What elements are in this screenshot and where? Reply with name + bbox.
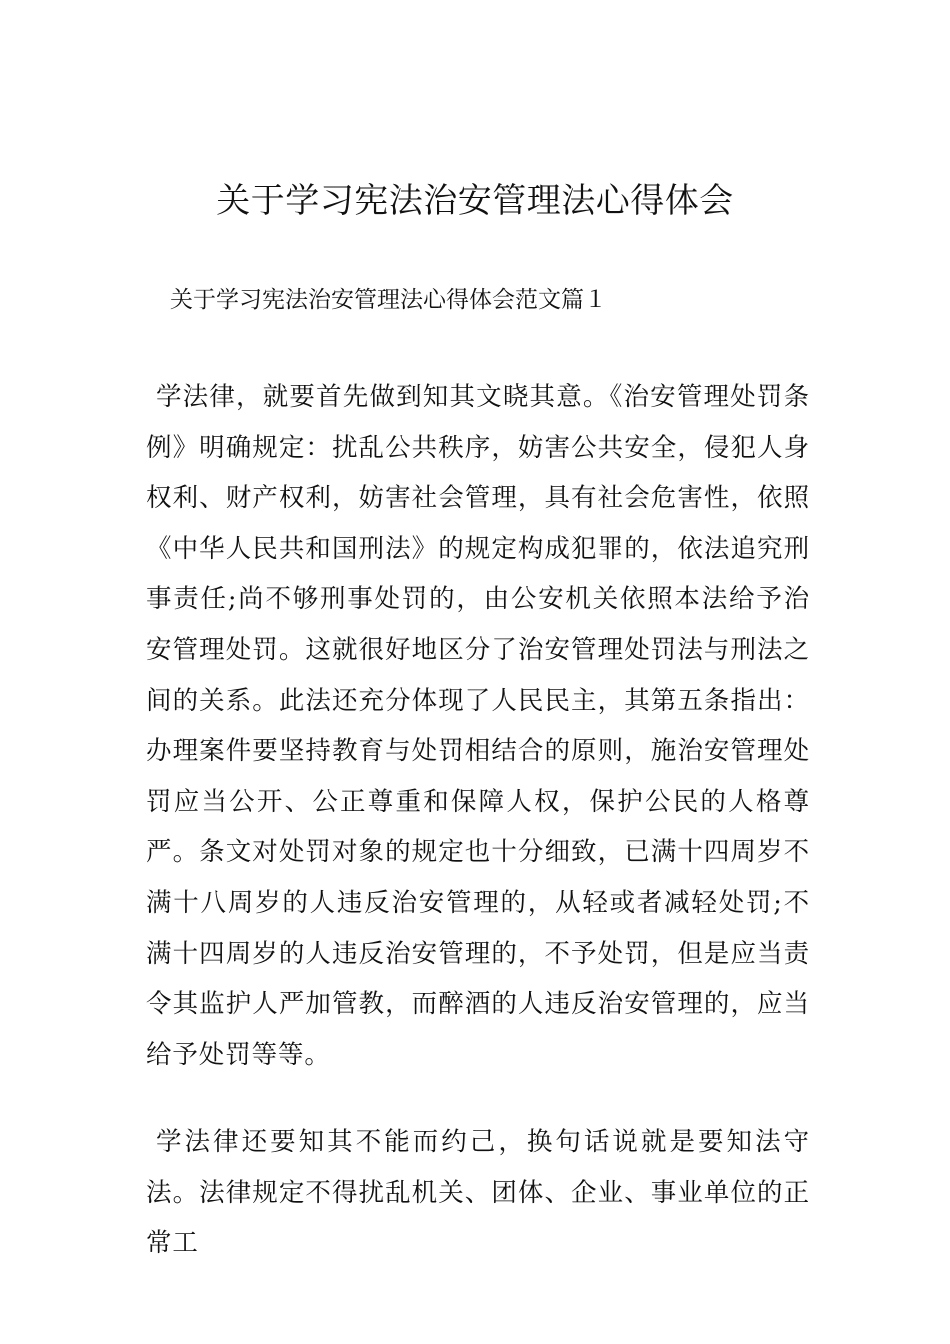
body-paragraph-2: 学法律还要知其不能而约己，换句话说就是要知法守法。法律规定不得扰乱机关、团体、企业、事业单位的正常工 bbox=[146, 1127, 810, 1259]
document-title: 关于学习宪法治安管理法心得体会 bbox=[216, 181, 734, 221]
document-subtitle: 关于学习宪法治安管理法心得体会范文篇１ bbox=[170, 287, 607, 313]
body-paragraph-1: 学法律，就要首先做到知其文晓其意。《治安管理处罚条例》明确规定：扰乱公共秩序，妨害公共安全，侵犯人身权利、财产权利，妨害社会管理，具有社会危害性，依照《中华人民共和国刑法》的规定构成犯罪的，依法追究刑事责任;尚不够刑事处罚的，由公安机关依照本法给予治安管理处罚。这就很好地区分了治安管理处罚法与刑法之间的关系。此法还充分体现了人民民主，其第五条指出：办理案件要坚持教育与处罚相结合的原则，施治安管理处罚应当公开、公正尊重和保障人权，保护公民的人格尊严。条文对处罚对象的规定也十分细致，已满十四周岁不满十八周岁的人违反治安管理的，从轻或者减轻处罚;不满十四周岁的人违反治安管理的，不予处罚，但是应当责令其监护人严加管教，而醉酒的人违反治安管理的，应当给予处罚等等。 bbox=[146, 382, 810, 1070]
